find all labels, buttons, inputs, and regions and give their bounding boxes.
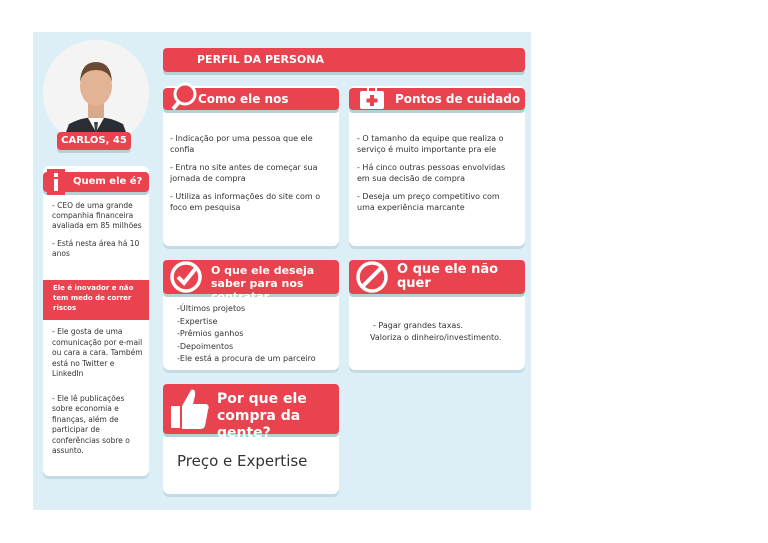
found-title: Como ele nos encontra xyxy=(198,92,289,128)
info-icon xyxy=(47,169,65,195)
who-text xyxy=(52,201,144,267)
prohibited-icon xyxy=(355,260,389,294)
wants-item-4: -Depoimentos xyxy=(177,341,234,351)
wants-item-5: -Ele está a procura de um parceiro xyxy=(177,354,316,363)
name-badge-text: CARLOS, 45 xyxy=(61,135,127,146)
found-item-1: - Indicação por uma pessoa que ele confia xyxy=(170,134,313,154)
wants-title: O que ele deseja saber para nos contratar xyxy=(211,264,315,303)
checkmark-icon xyxy=(169,260,203,294)
who-highlight xyxy=(43,280,149,320)
care-item-3: - Deseja um preço competitivo com uma experiência marcante xyxy=(357,192,500,212)
found-header xyxy=(163,88,339,128)
name-badge xyxy=(57,132,131,150)
who-title: Quem ele é? xyxy=(73,176,143,187)
who-header xyxy=(43,172,149,192)
wants-item-2: -Expertise xyxy=(177,316,218,326)
why-header xyxy=(163,384,339,441)
care-text xyxy=(357,134,519,221)
care-item-2: - Há cinco outras pessoas envolvidas em sua decisão de compra xyxy=(357,163,506,183)
wants-item-3: -Prêmios ganhos xyxy=(177,329,244,338)
person-photo-icon xyxy=(43,40,149,146)
wants-item-1: -Últimos projetos xyxy=(177,304,246,313)
dont-text xyxy=(370,320,520,344)
who-item-4: - Ele lê publicações sobre economia e finanças, além de participar de conferências sobre o assunto. xyxy=(52,393,130,455)
dont-title: O que ele não quer xyxy=(397,262,499,291)
who-item-1: - CEO de uma grande companhia financeira avaliada em 85 milhões xyxy=(52,201,142,230)
who-item-2: - Está nesta área há 10 anos xyxy=(52,239,140,258)
dont-item-2: Valoriza o dinheiro/investimento. xyxy=(370,333,502,342)
care-item-1: - O tamanho da equipe que realiza o serviço é muito importante pra ele xyxy=(357,134,504,154)
who-highlight-text: Ele é inovador e não tem medo de correr riscos xyxy=(53,284,134,312)
avatar xyxy=(43,40,149,146)
care-header xyxy=(349,88,525,110)
care-title: Pontos de cuidado xyxy=(395,92,521,106)
search-icon xyxy=(171,82,199,110)
who-item-3: - Ele gosta de uma comunicação por e-mail ou cara a cara. Também está no Twitter e LinkedIn xyxy=(52,327,143,378)
first-aid-icon xyxy=(359,87,385,111)
banner-title: PERFIL DA PERSONA xyxy=(197,53,325,66)
found-item-2: - Entra no site antes de começar sua jornada de compra xyxy=(170,163,318,183)
dont-item-1: - Pagar grandes taxas. xyxy=(373,321,464,330)
why-title: Por que ele compra da gente? xyxy=(217,391,307,441)
wants-header xyxy=(163,260,339,303)
why-answer: Preço e Expertise xyxy=(177,452,308,470)
dont-header xyxy=(349,260,525,294)
wants-text xyxy=(177,303,335,366)
who-text-2 xyxy=(52,327,146,465)
found-text xyxy=(170,134,335,221)
found-item-3: - Utiliza as informações do site com o foco em pesquisa xyxy=(170,192,321,212)
thumbs-up-icon xyxy=(169,386,211,432)
persona-banner xyxy=(163,48,525,72)
